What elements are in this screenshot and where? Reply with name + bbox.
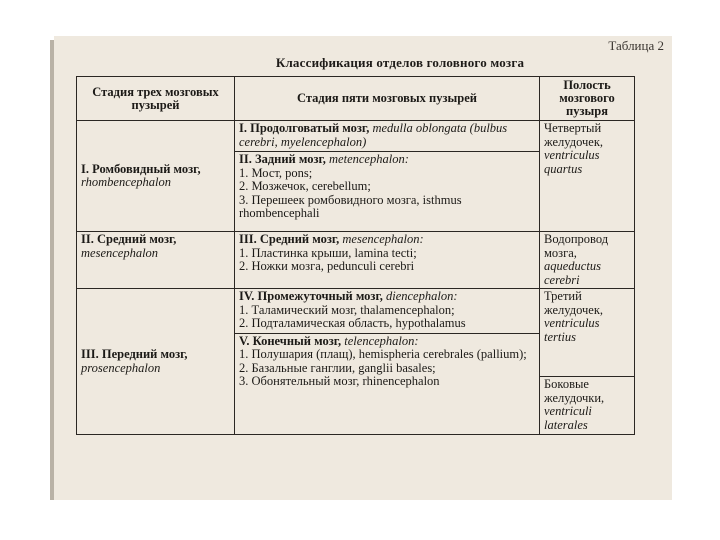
list-item: 1. Полушария (плащ), hemispheria cerebrales (pallium); [239, 347, 527, 361]
cavity-telencephalon [540, 376, 634, 434]
stage3-name: I. Ромбовидный мозг, [81, 161, 201, 176]
header-row [77, 77, 635, 121]
subsection-metencephalon [235, 151, 539, 223]
stage3-name: II. Средний мозг, [81, 232, 177, 246]
dienc-latin: diencephalon: [385, 289, 458, 303]
telenc-title: V. Конечный мозг, [239, 333, 342, 348]
metenc-latin: metencephalon: [329, 152, 409, 166]
list-item: 3. Перешеек ромбовидного мозга, isthmus rhombencephali [239, 192, 462, 220]
medulla-title: I. Продолговатый мозг, [239, 121, 370, 135]
table-title: Классификация отделов головного мозга [275, 55, 525, 70]
header-cavity: Полость мозгового пузыря [540, 77, 635, 121]
stage3-latin: mesencephalon [81, 245, 159, 260]
list-item: 1. Мост, pons; [239, 165, 313, 180]
cavity-name: Боковые желудочки, [544, 377, 605, 405]
list-item: 2. Базальные ганглии, ganglii basales; [239, 360, 436, 375]
cavity-diencephalon [540, 289, 634, 376]
cavity-latin: ventriculus quartus [544, 148, 600, 176]
cavity-latin: ventriculus tertius [544, 316, 600, 344]
table-number: Таблица 2 [608, 38, 664, 53]
header-three-vesicles: Стадия трех мозговых пузырей [77, 77, 235, 121]
mes-latin: mesencephalon: [342, 232, 424, 246]
cavity-cell-mes [540, 232, 635, 289]
list-item: 2. Ножки мозга, pedunculi cerebri [239, 259, 415, 273]
dienc-title: IV. Промежуточный мозг, [239, 289, 383, 303]
table-row-prosencephalon [77, 289, 635, 435]
stage5-cell-mes [235, 232, 540, 289]
stage5-cell-rhomb [235, 121, 540, 232]
brain-classification-table [76, 76, 635, 435]
list-item: 2. Мозжечок, cerebellum; [239, 179, 371, 193]
stage3-latin: rhombencephalon [81, 175, 172, 189]
mes-title: III. Средний мозг, [239, 232, 340, 246]
stage3-cell-mes [77, 232, 235, 289]
cavity-name: Водопровод мозга, [544, 232, 609, 260]
stage3-cell-rhomb [77, 121, 235, 232]
stage3-name: III. Передний мозг, [81, 347, 188, 361]
cavity-name: Третий желудочек, [544, 289, 604, 317]
medulla-latin: medulla oblongata (bulbus cerebri, myelencephalon) [239, 121, 508, 149]
list-item: 1. Пластинка крыши, lamina tecti; [239, 245, 417, 260]
cavity-latin: aqueductus cerebri [544, 259, 601, 287]
telenc-latin: telencephalon: [344, 333, 419, 348]
stage3-latin: prosencephalon [81, 360, 161, 375]
cavity-cell-rhomb [540, 121, 635, 232]
stage3-cell-pros [77, 289, 235, 435]
list-item: 1. Таламический мозг, thalamencephalon; [239, 302, 455, 317]
subsection-telencephalon [235, 333, 539, 391]
table-row-rhombencephalon [77, 121, 635, 232]
metenc-title: II. Задний мозг, [239, 152, 326, 166]
list-item: 3. Обонятельный мозг, rhinencephalon [239, 374, 440, 388]
subsection-medulla [235, 121, 539, 151]
header-five-vesicles: Стадия пяти мозговых пузырей [235, 77, 540, 121]
cavity-name: Четвертый желудочек, [544, 121, 604, 149]
subsection-diencephalon [235, 289, 539, 333]
list-item: 2. Подталамическая область, hypothalamus [239, 316, 466, 330]
cavity-cell-pros [540, 289, 635, 435]
table-row-mesencephalon [77, 232, 635, 289]
cavity-latin: ventriculi laterales [544, 404, 592, 432]
stage5-cell-pros [235, 289, 540, 435]
